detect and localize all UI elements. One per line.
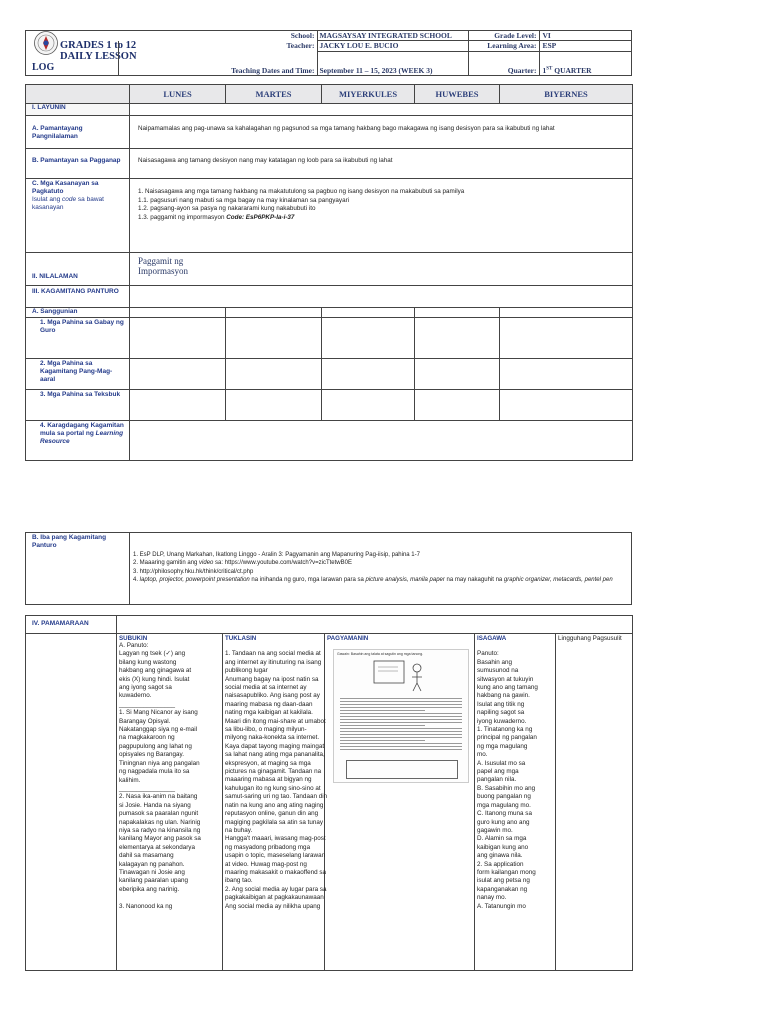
isagawa-text — [477, 642, 555, 911]
title-line-3: LOG — [32, 62, 55, 73]
kagamitang-pang-label: 2. Mga Pahina sa Kagamitang Pang-Mag-aaral — [26, 359, 130, 390]
subukin-line: Lagyan ng tsek (✓) ang — [119, 650, 186, 658]
karagdagang-label: 4. Karagdagang Kagamitan mula sa portal ng Learning Resource — [26, 421, 130, 461]
isagawa-line: iyong kuwaderno. — [477, 717, 527, 725]
pamamaraan-table — [25, 615, 633, 971]
subukin-line: kanilang Mayor ang pasok sa — [119, 835, 201, 843]
teksbuk-label: 3. Mga Pahina sa Teksbuk — [26, 390, 130, 421]
pagganap-text: Naisasagawa ang tamang desisyon nang may katatagan ng loob para sa ikabubuti ng lahat — [130, 149, 633, 179]
pamamaraan-label: IV. PAMAMARAAN — [26, 616, 117, 634]
worksheet-scan-line — [340, 707, 462, 708]
iba-pang-table — [25, 532, 632, 605]
layunin-label: I. LAYUNIN — [26, 104, 130, 116]
nilalaman-label: II. NILALAMAN — [26, 253, 130, 286]
col-tuklasin: TUKLASIN — [225, 635, 257, 642]
tuklasin-line: pagkakaibigan at pagkakaunawaan — [225, 894, 324, 902]
worksheet-scan-line — [340, 710, 425, 711]
header-table — [25, 30, 632, 76]
tuklasin-line: magiging pagkilala sa atin sa tunay — [225, 818, 324, 826]
worksheet-scan-line — [340, 728, 462, 729]
subukin-line: kanilang paaralan upang — [119, 877, 188, 885]
tuklasin-line: natin na kung ano ang ating naging — [225, 801, 324, 809]
kasanayan-label: C. Mga Kasanayan sa Pagkatuto — [32, 180, 99, 195]
dates-value: September 11 – 15, 2023 (WEEK 3) — [317, 52, 468, 76]
area-value: ESP — [539, 41, 632, 52]
tuklasin-line: ibang tao. — [225, 877, 253, 885]
iba-pang-line-4: 4. laptop, projector, powerpoint presentation na inihanda ng guro, mga larawan para sa picture analysis, manila paper na may nakaguhit na graphic organizer, metacards, pentel pen — [133, 576, 613, 583]
isagawa-line: sumusunod na — [477, 667, 519, 675]
tuklasin-line: Kaya dapat tayong maging maingat — [225, 742, 325, 750]
isagawa-line: guro kung ano ang — [477, 818, 530, 826]
col-subukin: SUBUKIN — [119, 635, 148, 642]
gabay-label: 1. Mga Pahina sa Gabay ng Guro — [26, 318, 130, 359]
grade-label: Grade Level: — [468, 31, 539, 41]
isagawa-line: 2. Sa application — [477, 860, 524, 868]
subukin-line: ekis (X) kung hindi. Isulat — [119, 675, 190, 683]
worksheet-scan-line — [340, 704, 462, 705]
isagawa-line: Basahin ang — [477, 658, 513, 666]
kasanayan-line-4: 1.3. paggamit ng impormasyon Code: EsP6PKP-Ia-i-37 — [138, 213, 295, 221]
tuklasin-line: maaring makasakit o makaoffend sa — [225, 868, 327, 876]
kasanayan-line-2: 1.1. pagsusuri nang mabuti sa mga bagay na may kinalaman sa pangyayari — [138, 196, 350, 204]
isagawa-line: Isulat ang titik ng — [477, 700, 525, 708]
day-header-biyernes: BIYERNES — [500, 85, 633, 104]
isagawa-line: napiling sagot sa — [477, 709, 525, 717]
subukin-line — [119, 894, 222, 902]
worksheet-scan-line — [340, 722, 462, 723]
subukin-line: na magkakaroon ng — [119, 734, 175, 742]
teacher-label: Teacher: — [119, 41, 318, 52]
iba-pang-label: B. Iba pang Kagamitang Panturo — [26, 533, 130, 605]
col-lingguhang-pagsusulit: Lingguhang Pagsusulit — [558, 635, 622, 642]
tuklasin-line: nating mga kaibigan at kakilala. — [225, 709, 313, 717]
isagawa-line: kung ano ang tamang — [477, 684, 538, 692]
tuklasin-line: Ang social media ay nilikha upang — [225, 902, 321, 910]
subukin-line: ________________ — [119, 784, 176, 792]
iba-pang-line-3: 3. http://philosophy.hku.hk/think/critical/ct.php — [133, 568, 254, 575]
subukin-line: ________________ — [119, 700, 176, 708]
pamantayang-text: Naipamamalas ang pag-unawa sa kahalagahan ng pagsunod sa mga tamang hakbang bago makagawa ng isang desisyon para sa ikabubuti ng lahat — [130, 116, 633, 149]
isagawa-line: ng mga magulang — [477, 742, 528, 750]
worksheet-caption: Gawain: Basahin ang talata at sagutin ang mga tanong. — [337, 652, 424, 656]
subukin-line: 2. Nasa ika-anim na baitang — [119, 793, 198, 801]
day-header-huwebes: HUWEBES — [415, 85, 500, 104]
subukin-line: A. Panuto: — [119, 642, 149, 649]
worksheet-scan-line — [340, 698, 462, 699]
tuklasin-line: 1. Tandaan na ang social media at — [225, 650, 321, 658]
tuklasin-line: ekspresyon, at maging sa mga — [225, 759, 311, 767]
subukin-line: pumasok sa paaralan ngunit — [119, 810, 199, 818]
isagawa-line: sitwasyon at tukuyin — [477, 675, 534, 683]
worksheet-scan-line — [340, 740, 425, 741]
tuklasin-line: maaring mabasa ng daan-daan — [225, 700, 313, 708]
isagawa-line: mo. — [477, 751, 488, 759]
worksheet-scan-line — [340, 746, 462, 747]
subukin-line: 1. Si Mang Nicanor ay isang — [119, 709, 198, 717]
subukin-line: ng nagpadala mula ito sa — [119, 768, 190, 776]
worksheet-scan-line — [340, 731, 462, 732]
tuklasin-line: sa libu-libo, o maging milyun- — [225, 726, 307, 734]
isagawa-line: hakbang na gawin. — [477, 692, 530, 700]
isagawa-line: buong pangalan ng — [477, 793, 531, 801]
isagawa-line: gagawin mo. — [477, 826, 513, 834]
teacher-value: JACKY LOU E. BUCIO — [317, 41, 468, 52]
subukin-line: elementarya at sekondarya — [119, 843, 195, 851]
kasanayan-sub: Isulat ang code sa bawat kasanayan — [32, 196, 104, 211]
tuklasin-line: Maari din itong mai-share at umabot — [225, 717, 326, 725]
subukin-text — [119, 642, 222, 911]
quarter-value: 1ST QUARTER — [539, 52, 632, 76]
main-lesson-table — [25, 84, 633, 461]
grade-value: VI — [539, 31, 632, 41]
tuklasin-line: reputasyon online, ganun din ang — [225, 810, 319, 818]
subukin-line: 3. Nanonood ka ng — [119, 902, 173, 910]
school-value: MAGSAYSAY INTEGRATED SCHOOL — [317, 31, 468, 41]
isagawa-line: papel ang mga — [477, 768, 519, 776]
kasanayan-line-1: 1. Naisasagawa ang mga tamang hakbang na makatutulong sa pagbuo ng isang desisyon na makabubuti sa pamilya — [138, 188, 465, 195]
isagawa-line — [477, 642, 555, 650]
area-label: Learning Area: — [468, 41, 539, 52]
title-line-2: DAILY LESSON — [60, 51, 137, 62]
tuklasin-line: 2. Ang social media ay lugar para sa — [225, 885, 327, 893]
pamantayang-label: A. Pamantayang Pangnilalaman — [26, 116, 130, 149]
iba-pang-line-2: 2. Maaaring gamitin ang video sa: https://www.youtube.com/watch?v=zicTtetwB0E — [133, 560, 352, 567]
col-pagyamanin: PAGYAMANIN — [327, 635, 369, 642]
day-header-miyerkules: MIYERKULES — [322, 85, 415, 104]
worksheet-scan-line — [340, 716, 462, 717]
isagawa-line: form kailangan mong — [477, 868, 536, 876]
isagawa-line: Panuto: — [477, 650, 499, 658]
isagawa-line: B. Sasabihin mo ang — [477, 784, 536, 792]
subukin-line: pagpupulong ang lahat ng — [119, 742, 192, 750]
tuklasin-line: ang internet ay itinuturing na isang — [225, 658, 322, 666]
subukin-line: dahil sa masamang — [119, 852, 174, 860]
tuklasin-line: maaaring mabasa at bigyan ng — [225, 776, 312, 784]
isagawa-line: kaibigan kung ano — [477, 843, 529, 851]
subukin-line: Tiningnan niya ang pangalan — [119, 759, 200, 767]
tuklasin-line: sa lahat nang ating mga pananalita, — [225, 751, 325, 759]
tuklasin-line: kahulugan ito ng kung sino-sino at — [225, 784, 321, 792]
isagawa-line: A. Isusulat mo sa — [477, 759, 526, 767]
subukin-line: hakbang ang ginagawa at — [119, 667, 192, 675]
isagawa-line: pangalan nila. — [477, 776, 517, 784]
sanggunian-label: A. Sanggunian — [26, 308, 130, 318]
tuklasin-line: Hangga't maaari, iwasang mag-post — [225, 835, 326, 843]
worksheet-illustration — [372, 659, 432, 693]
isagawa-line: A. Tatanungin mo — [477, 902, 526, 910]
kasanayan-line-3: 1.2. pagsang-ayon sa pasya ng nakararami kung nakabubuti ito — [138, 205, 316, 212]
tuklasin-line: publikong lugar — [225, 667, 268, 675]
day-header-lunes: LUNES — [130, 85, 226, 104]
subukin-line: niya sa radyo na kinansila ng — [119, 826, 201, 834]
isagawa-line: 1. Tinatanong ka ng — [477, 726, 533, 734]
tuklasin-text — [225, 642, 328, 911]
tuklasin-line: at video. Huwag mag-post ng — [225, 860, 307, 868]
corner-cell — [26, 85, 130, 104]
subukin-line: napakalakas ng ulan. Narinig — [119, 818, 201, 826]
isagawa-line: principal ng pangalan — [477, 734, 537, 742]
quarter-label: Quarter: — [468, 52, 539, 76]
worksheet-scan-line — [340, 749, 462, 750]
col-isagawa: ISAGAWA — [477, 635, 507, 642]
subukin-line: kuwaderno. — [119, 692, 152, 700]
worksheet-scan-line — [340, 725, 425, 726]
subukin-line: bilang kung wastong — [119, 658, 177, 666]
isagawa-line: mga magulang mo. — [477, 801, 531, 809]
subukin-line: ang iyong sagot sa — [119, 684, 172, 692]
subukin-line: kalagayan ng panahon. — [119, 860, 185, 868]
worksheet-scan-line — [340, 737, 462, 738]
worksheet-box — [346, 760, 458, 779]
iba-pang-line-1: 1. EsP DLP, Unang Markahan, Ikatlong Linggo - Aralin 3: Pagyamanin ang Mapanuring Pag-iisip, pahina 1-7 — [133, 552, 420, 558]
tuklasin-line: samut-saring uri ng tao. Tandaan din — [225, 793, 328, 801]
subukin-line: opisyales ng Barangay. — [119, 751, 184, 759]
tuklasin-line — [225, 642, 324, 650]
day-header-martes: MARTES — [226, 85, 322, 104]
kagamitang-label: III. KAGAMITANG PANTURO — [26, 286, 130, 308]
tuklasin-line: milyong naka-konekta sa internet. — [225, 734, 320, 742]
tuklasin-line: na buhay. — [225, 826, 253, 834]
tuklasin-line: ng masyadong pribadong mga — [225, 843, 311, 851]
subukin-line: Nakatanggap siya ng e-mail — [119, 726, 198, 734]
tuklasin-line: naisasapubliko. Ang isang post ay — [225, 692, 320, 700]
worksheet-scan-line — [340, 713, 462, 714]
worksheet-scan-line — [340, 719, 462, 720]
subukin-line: Barangay Opisyal. — [119, 717, 171, 725]
worksheet-scan-line — [340, 701, 462, 702]
title-line-1: GRADES 1 to 12 — [60, 40, 137, 51]
isagawa-line: C. Itanong muna sa — [477, 810, 532, 818]
dates-label: Teaching Dates and Time: — [119, 52, 318, 76]
pagganap-label: B. Pamantayan sa Pagganap — [26, 149, 130, 179]
tuklasin-line: social media at sa internet ay — [225, 684, 307, 692]
isagawa-line: kapanganakan ng — [477, 885, 528, 893]
isagawa-line: ang ginawa nila. — [477, 852, 523, 860]
isagawa-line: D. Alamin sa mga — [477, 835, 527, 843]
school-label: School: — [119, 31, 318, 41]
tuklasin-line: usapin o topic, maseselang larawan — [225, 852, 326, 860]
pagyamanin-worksheet-image — [333, 649, 469, 783]
worksheet-scan-line — [340, 743, 462, 744]
tuklasin-line: Anumang bagay na ipost natin sa — [225, 675, 319, 683]
isagawa-line: isulat ang petsa ng — [477, 877, 530, 885]
worksheet-text-lines — [340, 698, 462, 752]
subukin-line: si Josie. Handa na siyang — [119, 801, 191, 809]
subukin-line: Tinawagan ni Josie ang — [119, 868, 185, 876]
subukin-line: kalihim. — [119, 776, 141, 784]
isagawa-line: nanay mo. — [477, 894, 507, 902]
tuklasin-line: pictures na ginagamit. Tandaan na — [225, 768, 322, 776]
worksheet-scan-line — [340, 734, 462, 735]
subukin-line: eberipika ang narinig. — [119, 885, 180, 893]
nilalaman-text: Paggamit ng Impormasyon — [138, 256, 188, 276]
